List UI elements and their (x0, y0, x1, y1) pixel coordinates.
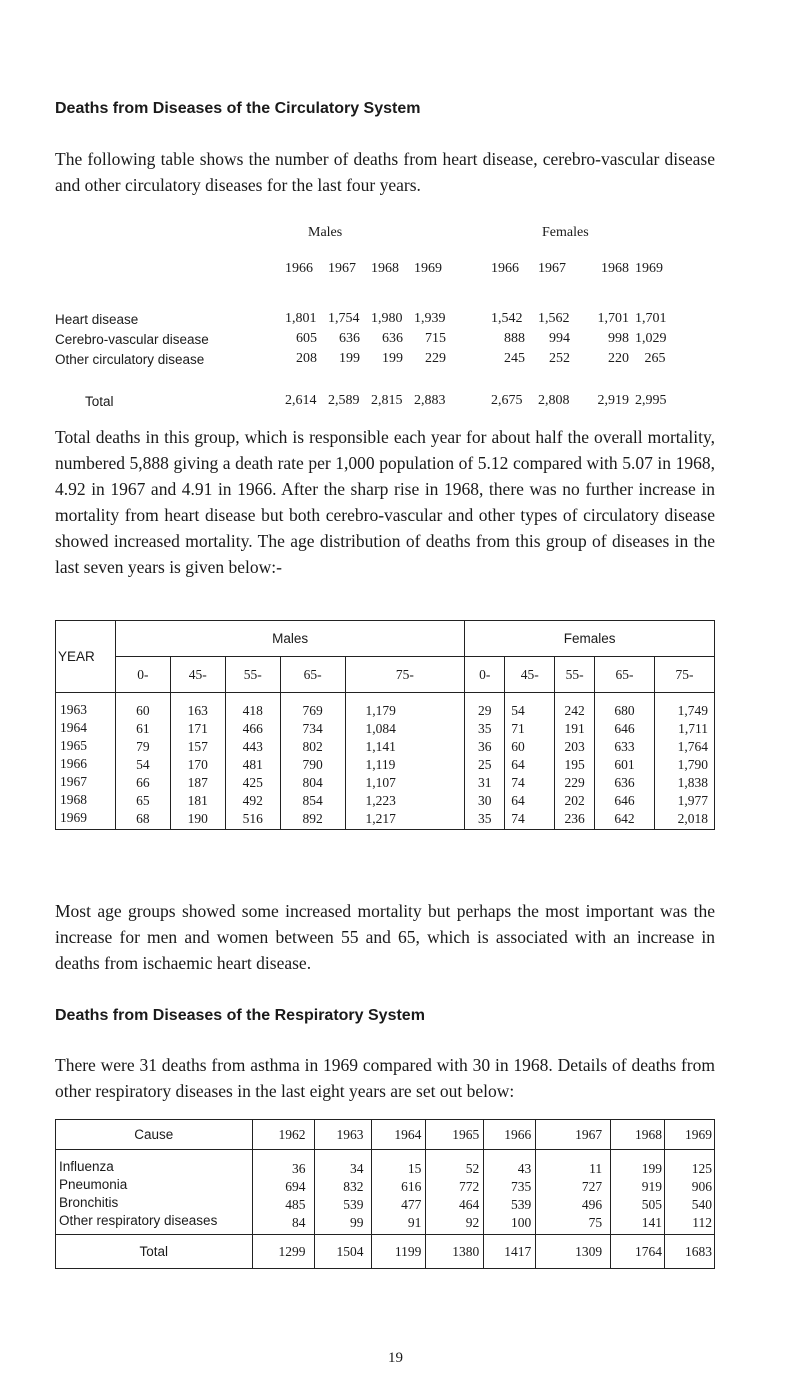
age-males-header: Males (115, 621, 464, 657)
resp-cell: 539 (510, 1197, 532, 1212)
resp-year-header: 1964 (372, 1120, 426, 1150)
resp-cause-header: Cause (56, 1120, 253, 1150)
resp-col-1968 (611, 1150, 665, 1235)
t1-female-year: 1966 (491, 261, 519, 276)
t1-group-males: Males (308, 225, 343, 240)
t1-cell: 2,995 (635, 393, 667, 408)
age-year: 1963 (60, 702, 87, 717)
age-cell: 181 (187, 793, 208, 808)
age-col-f45 (505, 693, 555, 830)
resp-cell: 772 (459, 1179, 480, 1194)
age-cell: 1,711 (678, 721, 708, 736)
age-cell: 74 (511, 811, 525, 826)
resp-year-header: 1968 (611, 1120, 665, 1150)
circulatory-paragraph-3: Most age groups showed some increased mortality but perhaps the most important was the increase for men and women between 55 and 65, which is associated with an increase in deaths from ischaemic heart disease. (55, 901, 715, 973)
age-col-m75 (345, 693, 465, 830)
t1-cell: 199 (382, 351, 403, 366)
resp-cell: 91 (407, 1215, 422, 1230)
resp-cell: 75 (588, 1215, 603, 1230)
t1-cell: 1,542 (491, 311, 523, 326)
resp-total-row (56, 1235, 715, 1269)
resp-col-1962 (252, 1150, 314, 1235)
resp-col-1963 (314, 1150, 372, 1235)
circulatory-intro: The following table shows the number of deaths from heart disease, cerebro-vascular disease and other circulatory diseases for the last four years. (55, 149, 715, 195)
resp-cell: 832 (343, 1179, 364, 1194)
age-year: 1967 (60, 774, 87, 789)
respiratory-intro: There were 31 deaths from asthma in 1969 compared with 30 in 1968. Details of deaths from other respiratory diseases in the last eight years are set out below: (55, 1055, 715, 1101)
age-band: 75- (345, 657, 465, 693)
age-cell: 646 (614, 721, 635, 736)
age-year-header: YEAR (56, 621, 116, 693)
resp-year-header: 1967 (536, 1120, 611, 1150)
age-cell: 636 (614, 775, 635, 790)
resp-cell: 125 (691, 1161, 712, 1176)
age-cell: 425 (242, 775, 263, 790)
age-cell: 481 (242, 757, 263, 772)
age-cell: 79 (136, 739, 150, 754)
age-cell: 64 (511, 793, 525, 808)
age-cell: 71 (511, 721, 525, 736)
age-cell: 1,107 (365, 775, 396, 790)
age-cell: 802 (302, 739, 323, 754)
resp-cell: 100 (510, 1215, 532, 1230)
age-cell: 601 (614, 757, 635, 772)
age-cell: 1,764 (677, 739, 708, 754)
age-cell: 418 (242, 703, 263, 718)
resp-total-cell: 1764 (611, 1235, 665, 1269)
resp-cause-label: Bronchitis (59, 1195, 119, 1210)
t1-male-year: 1969 (414, 261, 442, 276)
resp-col-1964 (372, 1150, 426, 1235)
resp-cell: 919 (641, 1179, 662, 1194)
age-group-header (56, 621, 715, 657)
age-band: 55- (225, 657, 280, 693)
circulatory-heading: Deaths from Diseases of the Circulatory System (55, 100, 421, 117)
t1-row-label: Other circulatory disease (55, 351, 205, 367)
age-cell: 195 (564, 757, 585, 772)
age-cell: 68 (136, 811, 150, 826)
age-cell: 171 (187, 721, 208, 736)
resp-cell: 84 (292, 1215, 306, 1230)
age-col-f0 (465, 693, 505, 830)
age-cell: 29 (478, 703, 492, 718)
t1-male-year: 1968 (371, 261, 399, 276)
resp-cell: 906 (691, 1179, 712, 1194)
t1-cell: 1,939 (414, 311, 446, 326)
age-cell: 203 (564, 739, 585, 754)
age-cell: 1,141 (365, 739, 396, 754)
age-cell: 1,977 (677, 793, 708, 808)
t1-row-label: Heart disease (55, 311, 139, 327)
t1-cell: 1,701 (597, 311, 629, 326)
t1-cell: 888 (504, 331, 525, 346)
age-cell: 790 (302, 757, 323, 772)
t1-cell: 2,675 (491, 393, 523, 408)
age-cell: 516 (242, 811, 263, 826)
resp-cell: 464 (459, 1197, 480, 1212)
age-col-f55 (555, 693, 595, 830)
t1-row-total (55, 391, 675, 411)
age-col-f65 (595, 693, 655, 830)
t1-cell: 1,980 (371, 311, 403, 326)
age-cell: 642 (614, 811, 635, 826)
age-cell: 170 (187, 757, 208, 772)
age-cell: 25 (478, 757, 492, 772)
age-cell: 1,223 (365, 793, 396, 808)
t1-cell: 199 (339, 351, 360, 366)
resp-cause-column (56, 1150, 253, 1235)
age-band: 65- (595, 657, 655, 693)
resp-year-header: 1962 (252, 1120, 314, 1150)
age-cell: 492 (242, 793, 263, 808)
age-cell: 202 (564, 793, 585, 808)
resp-cell: 43 (517, 1161, 532, 1176)
age-data-body (56, 693, 715, 830)
age-col-m65 (280, 693, 345, 830)
resp-cell: 15 (407, 1161, 422, 1176)
resp-cell: 496 (581, 1197, 603, 1212)
age-col-f75 (654, 693, 714, 830)
age-band: 45- (505, 657, 555, 693)
resp-cell: 141 (641, 1215, 662, 1230)
age-cell: 892 (302, 811, 323, 826)
age-cell: 646 (614, 793, 635, 808)
age-year-column (56, 693, 116, 830)
age-cell: 30 (478, 793, 492, 808)
circulatory-paragraph-2: Total deaths in this group, which is responsible each year for about half the overall mortality, numbered 5,888 giving a death rate per 1,000 population of 5.12 compared with 5.07 in 1968, 4.92 in 1967 and 4.91 in 1966. After the sharp rise in 1968, there was no further increase in mortality from heart disease but both cerebro-vascular and other types of circulatory disease showed increased mortality. The age distribution of deaths from this group of diseases in the last seven years is given below:- (55, 427, 715, 577)
t1-row-cerebro (55, 329, 675, 349)
t1-female-year: 1967 (538, 261, 566, 276)
age-year: 1968 (60, 792, 87, 807)
t1-cell: 1,801 (285, 311, 317, 326)
resp-cell: 727 (581, 1179, 603, 1194)
age-cell: 66 (136, 775, 150, 790)
resp-cell: 112 (692, 1215, 712, 1230)
t1-row-label: Cerebro-vascular disease (55, 331, 209, 347)
age-cell: 191 (564, 721, 585, 736)
resp-data-body (56, 1150, 715, 1235)
age-cell: 65 (136, 793, 150, 808)
age-band: 55- (555, 657, 595, 693)
t1-cell: 605 (296, 331, 317, 346)
t1-cell: 2,614 (285, 393, 317, 408)
resp-cell: 34 (349, 1161, 364, 1176)
age-cell: 854 (302, 793, 323, 808)
t1-cell: 2,589 (328, 393, 360, 408)
age-cell: 1,749 (677, 703, 708, 718)
age-cell: 35 (478, 811, 492, 826)
resp-total-cell: 1380 (426, 1235, 484, 1269)
t1-female-year: 1968 (601, 261, 629, 276)
age-col-m45 (170, 693, 225, 830)
t1-cell: 994 (549, 331, 570, 346)
age-cell: 1,119 (365, 757, 396, 772)
t1-cell: 1,754 (328, 311, 360, 326)
respiratory-table (55, 1119, 715, 1269)
t1-male-year: 1967 (328, 261, 356, 276)
age-year: 1964 (60, 720, 87, 735)
age-cell: 242 (564, 703, 585, 718)
resp-cause-label: Other respiratory diseases (59, 1213, 218, 1228)
resp-cell: 36 (292, 1161, 306, 1176)
resp-cell: 477 (401, 1197, 422, 1212)
t1-row-heart (55, 309, 675, 329)
t1-cell: 636 (339, 331, 360, 346)
t1-cell: 2,919 (597, 393, 629, 408)
t1-year-header (55, 259, 675, 279)
resp-year-header: 1966 (484, 1120, 536, 1150)
age-cell: 1,790 (677, 757, 708, 772)
resp-total-cell: 1683 (665, 1235, 715, 1269)
resp-cause-label: Influenza (59, 1159, 114, 1174)
age-col-m0 (115, 693, 170, 830)
age-band: 65- (280, 657, 345, 693)
t1-cell: 1,029 (635, 331, 667, 346)
t1-cell: 229 (425, 351, 446, 366)
age-distribution-table (55, 620, 715, 830)
t1-cell: 998 (608, 331, 629, 346)
t1-cell: 245 (504, 351, 525, 366)
age-cell: 35 (478, 721, 492, 736)
age-cell: 1,838 (677, 775, 708, 790)
age-cell: 1,217 (365, 811, 396, 826)
resp-header-row (56, 1120, 715, 1150)
circulatory-summary-table (55, 259, 675, 411)
resp-year-header: 1963 (314, 1120, 372, 1150)
resp-col-1965 (426, 1150, 484, 1235)
age-year: 1969 (60, 810, 87, 825)
age-cell: 443 (242, 739, 263, 754)
resp-cell: 92 (465, 1215, 480, 1230)
age-band: 0- (115, 657, 170, 693)
resp-cell: 539 (343, 1197, 364, 1212)
resp-total-cell: 1199 (372, 1235, 426, 1269)
age-cell: 74 (511, 775, 525, 790)
age-cell: 229 (564, 775, 585, 790)
resp-total-cell: 1504 (314, 1235, 372, 1269)
age-band: 0- (465, 657, 505, 693)
resp-cell: 199 (641, 1161, 662, 1176)
t1-row-other (55, 349, 675, 369)
age-cell: 734 (302, 721, 323, 736)
age-cell: 64 (511, 757, 525, 772)
resp-cell: 485 (285, 1197, 306, 1212)
age-cell: 163 (187, 703, 208, 718)
age-cell: 36 (478, 739, 492, 754)
t1-cell: 265 (644, 351, 666, 366)
age-cell: 54 (511, 703, 525, 718)
resp-cell: 99 (349, 1215, 364, 1230)
resp-total-cell: 1417 (484, 1235, 536, 1269)
age-cell: 60 (511, 739, 525, 754)
t1-cell: 2,883 (414, 393, 446, 408)
age-band-header (56, 657, 715, 693)
resp-total-cell: 1299 (252, 1235, 314, 1269)
t1-cell: 636 (382, 331, 403, 346)
t1-group-females: Females (542, 225, 589, 240)
age-females-header: Females (465, 621, 715, 657)
age-band: 45- (170, 657, 225, 693)
t1-cell: 1,562 (538, 311, 570, 326)
age-cell: 60 (136, 703, 150, 718)
age-cell: 804 (302, 775, 323, 790)
resp-total-label: Total (56, 1235, 253, 1269)
respiratory-heading: Deaths from Diseases of the Respiratory System (55, 1007, 425, 1024)
t1-female-year: 1969 (635, 261, 663, 276)
age-cell: 54 (136, 757, 150, 772)
t1-cell: 252 (549, 351, 570, 366)
age-cell: 633 (614, 739, 635, 754)
page-number: 19 (388, 1350, 403, 1366)
t1-cell: 220 (608, 351, 629, 366)
age-cell: 236 (564, 811, 585, 826)
resp-col-1969 (665, 1150, 715, 1235)
t1-total-label: Total (85, 393, 114, 409)
resp-total-cell: 1309 (536, 1235, 611, 1269)
age-col-m55 (225, 693, 280, 830)
resp-col-1966 (484, 1150, 536, 1235)
resp-col-1967 (536, 1150, 611, 1235)
age-cell: 1,084 (365, 721, 396, 736)
age-cell: 2,018 (677, 811, 708, 826)
age-cell: 157 (187, 739, 208, 754)
resp-cell: 505 (641, 1197, 662, 1212)
age-cell: 769 (302, 703, 323, 718)
age-cell: 31 (478, 775, 492, 790)
age-cell: 466 (242, 721, 263, 736)
resp-cause-label: Pneumonia (59, 1177, 128, 1192)
age-band: 75- (654, 657, 714, 693)
resp-cell: 616 (401, 1179, 422, 1194)
age-cell: 1,179 (365, 703, 396, 718)
resp-cell: 540 (691, 1197, 712, 1212)
age-year: 1965 (60, 738, 87, 753)
t1-cell: 2,815 (371, 393, 403, 408)
age-cell: 61 (136, 721, 150, 736)
t1-male-year: 1966 (285, 261, 313, 276)
age-cell: 680 (614, 703, 635, 718)
t1-cell: 208 (296, 351, 317, 366)
age-year: 1966 (60, 756, 87, 771)
resp-year-header: 1969 (665, 1120, 715, 1150)
resp-cell: 694 (285, 1179, 306, 1194)
t1-cell: 2,808 (538, 393, 570, 408)
t1-cell: 715 (425, 331, 446, 346)
resp-cell: 11 (589, 1161, 603, 1176)
age-cell: 187 (187, 775, 208, 790)
age-cell: 190 (187, 811, 208, 826)
resp-cell: 735 (510, 1179, 532, 1194)
t1-cell: 1,701 (635, 311, 667, 326)
resp-cell: 52 (465, 1161, 480, 1176)
resp-year-header: 1965 (426, 1120, 484, 1150)
